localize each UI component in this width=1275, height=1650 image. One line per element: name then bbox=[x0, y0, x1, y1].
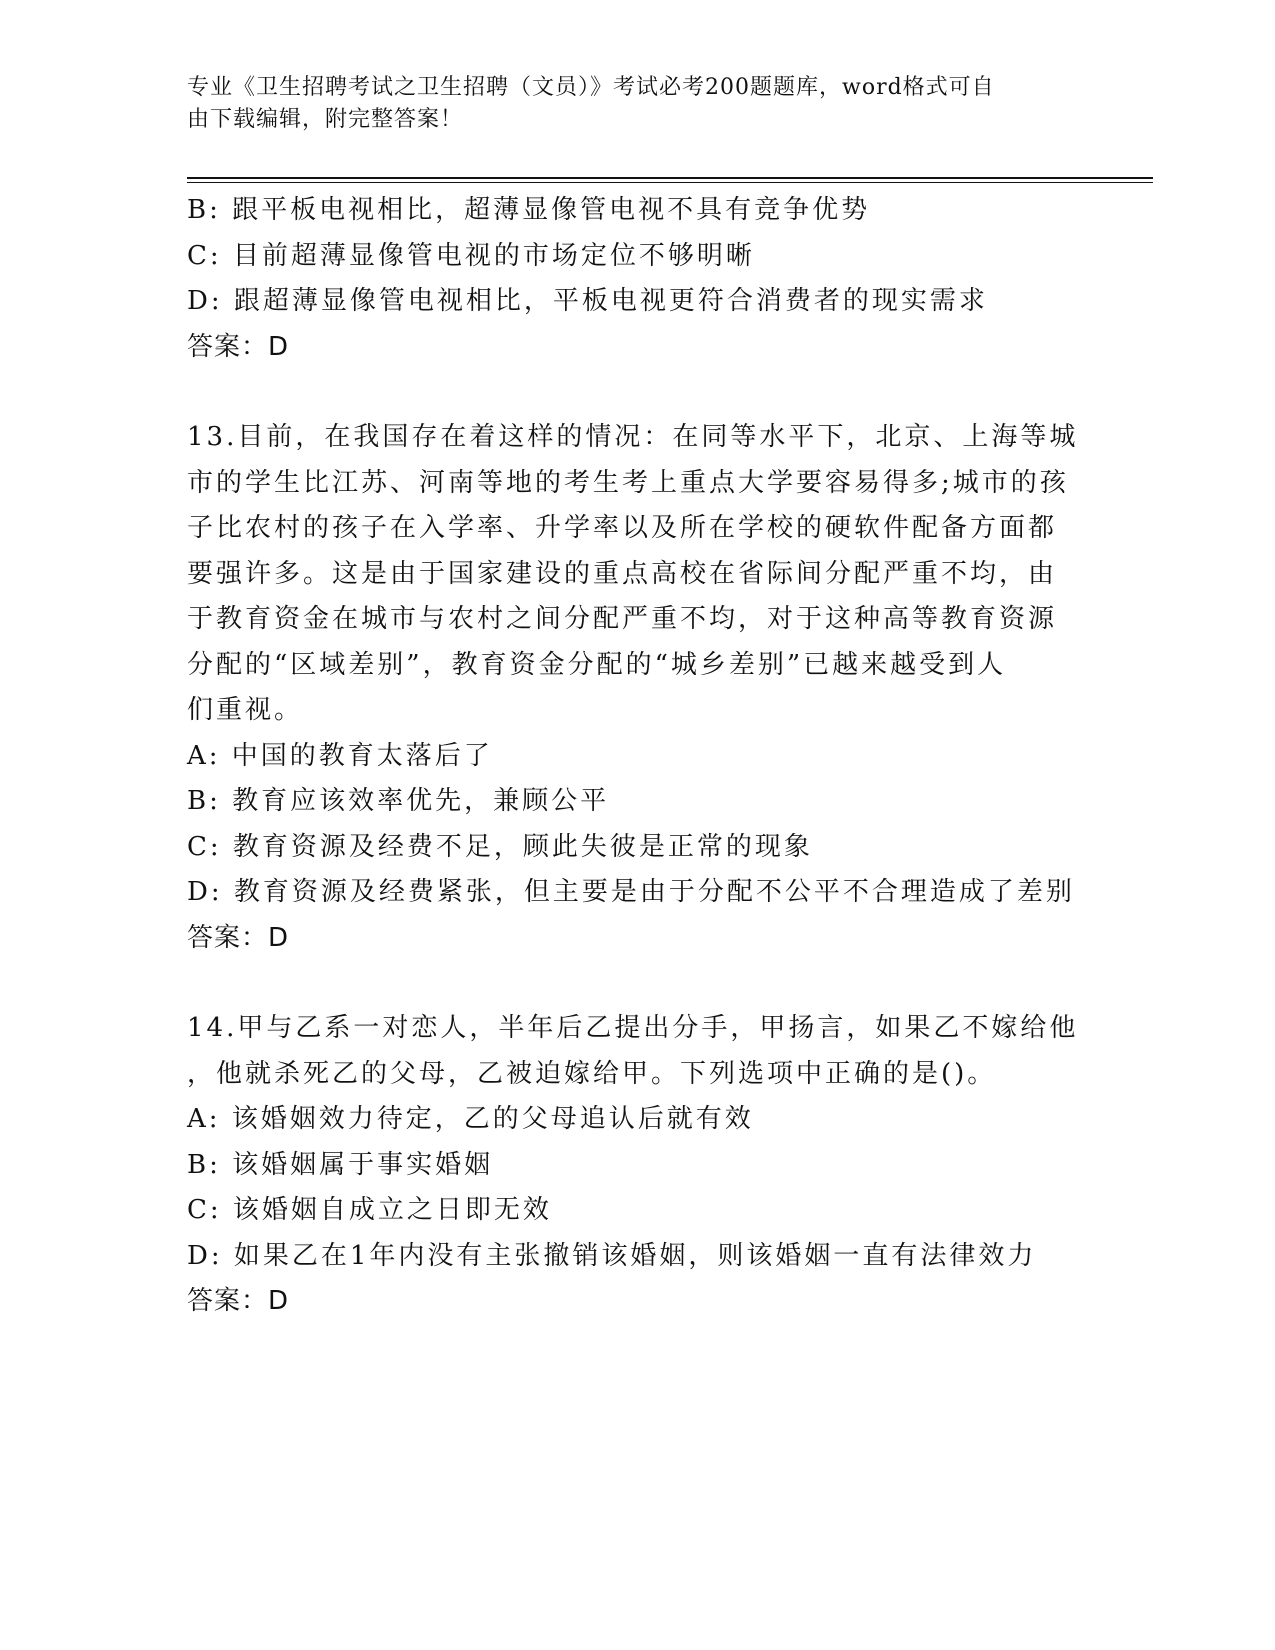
q13-stem-line: 于教育资金在城市与农村之间分配严重不均，对于这种高等教育资源 bbox=[187, 604, 1058, 634]
question-content bbox=[187, 188, 1077, 1325]
spacer bbox=[187, 961, 1077, 1006]
q13-option-a: A: 中国的教育太落后了 bbox=[187, 740, 493, 771]
q14-option-d: D: 如果乙在1年内没有主张撤销该婚姻，则该婚姻一直有法律效力 bbox=[187, 1240, 1037, 1271]
q14-stem-line: 14.甲与乙系一对恋人，半年后乙提出分手，甲扬言，如果乙不嫁给他 bbox=[187, 1013, 1079, 1043]
q12-answer: 答案：D bbox=[187, 331, 290, 362]
question-13 bbox=[187, 415, 1077, 961]
header-rule-thin bbox=[187, 182, 1153, 183]
question-12 bbox=[187, 188, 1077, 370]
q13-stem-line: 要强许多。这是由于国家建设的重点高校在省际间分配严重不均，由 bbox=[187, 558, 1058, 589]
q13-stem-line: 们重视。 bbox=[187, 695, 304, 725]
q12-option-d: D: 跟超薄显像管电视相比，平板电视更符合消费者的现实需求 bbox=[187, 286, 988, 316]
document-header bbox=[187, 72, 1067, 136]
q13-option-c: C: 教育资源及经费不足，顾此失彼是正常的现象 bbox=[187, 831, 813, 862]
q13-option-d: D: 教育资源及经费紧张，但主要是由于分配不公平不合理造成了差别 bbox=[187, 877, 1075, 907]
q13-stem-line: 子比农村的孩子在入学率、升学率以及所在学校的硬软件配备方面都 bbox=[187, 513, 1058, 543]
header-rule-thick bbox=[187, 177, 1153, 179]
q12-option-c: C: 目前超薄显像管电视的市场定位不够明晰 bbox=[187, 240, 755, 271]
q13-stem-line: 市的学生比江苏、河南等地的考生考上重点大学要容易得多;城市的孩 bbox=[187, 467, 1069, 498]
q14-option-a: A: 该婚姻效力待定，乙的父母追认后就有效 bbox=[187, 1104, 754, 1134]
header-line-1: 专业《卫生招聘考试之卫生招聘（文员）》考试必考200题题库，word格式可自 bbox=[187, 75, 995, 100]
q14-option-c: C: 该婚姻自成立之日即无效 bbox=[187, 1195, 552, 1225]
header-line-2: 由下载编辑，附完整答案！ bbox=[187, 107, 464, 132]
q14-option-b: B: 该婚姻属于事实婚姻 bbox=[187, 1149, 494, 1180]
q14-stem-line: ，他就杀死乙的父母，乙被迫嫁给甲。下列选项中正确的是()。 bbox=[187, 1058, 997, 1089]
question-14 bbox=[187, 1006, 1077, 1325]
spacer bbox=[187, 370, 1077, 415]
q13-stem-line: 13.目前，在我国存在着这样的情况：在同等水平下，北京、上海等城 bbox=[187, 422, 1079, 452]
q13-answer: 答案：D bbox=[187, 922, 290, 953]
q13-stem-line: 分配的“区域差别”，教育资金分配的“城乡差别”已越来越受到人 bbox=[187, 649, 1007, 680]
q13-option-b: B: 教育应该效率优先，兼顾公平 bbox=[187, 786, 610, 816]
q12-option-b: B: 跟平板电视相比，超薄显像管电视不具有竞争优势 bbox=[187, 195, 871, 225]
q14-answer: 答案：D bbox=[187, 1286, 290, 1316]
